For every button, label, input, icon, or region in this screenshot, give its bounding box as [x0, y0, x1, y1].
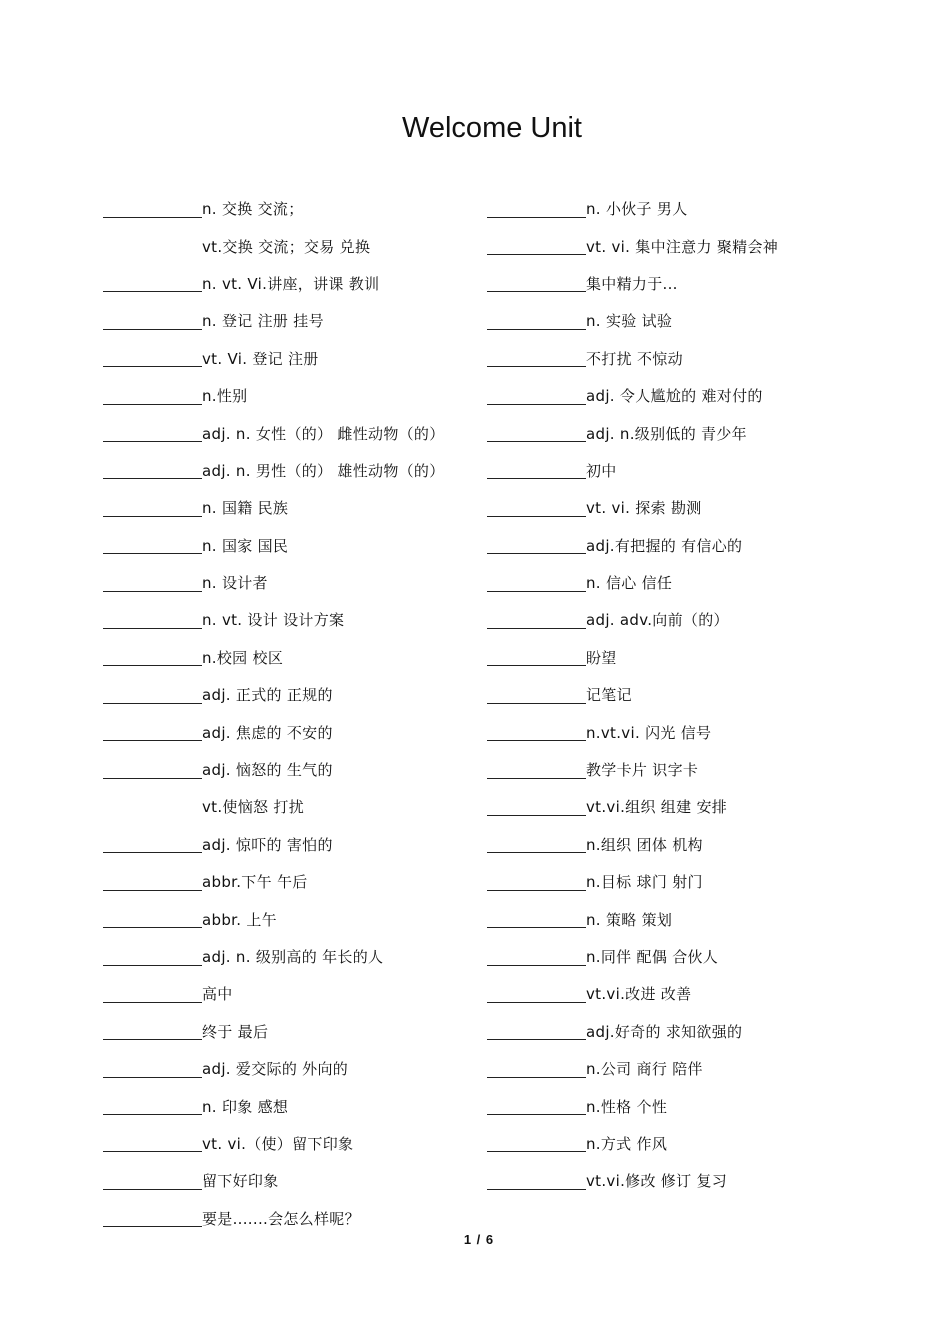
answer-blank[interactable]	[487, 988, 586, 1003]
answer-blank[interactable]	[103, 1175, 202, 1190]
vocab-row	[103, 639, 445, 676]
definition-text: 初中	[586, 461, 617, 480]
definition-text: n.性格 个性	[586, 1097, 668, 1116]
answer-blank[interactable]	[487, 315, 586, 330]
vocab-row	[487, 676, 778, 713]
answer-blank[interactable]	[103, 390, 202, 405]
vocab-row	[487, 452, 778, 489]
definition-text: adj.有把握的 有信心的	[586, 536, 743, 555]
answer-blank[interactable]	[103, 651, 202, 666]
answer-blank[interactable]	[487, 726, 586, 741]
definition-text: abbr. 上午	[202, 910, 277, 929]
answer-blank[interactable]	[487, 913, 586, 928]
definition-text: vt. vi.（使）留下印象	[202, 1134, 354, 1153]
answer-blank[interactable]	[487, 277, 586, 292]
vocab-row	[487, 639, 778, 676]
answer-blank[interactable]	[103, 352, 202, 367]
answer-blank[interactable]	[487, 1137, 586, 1152]
answer-blank[interactable]	[487, 651, 586, 666]
vocab-row	[103, 452, 445, 489]
vocab-row	[487, 900, 778, 937]
definition-text: n. 信心 信任	[586, 574, 673, 593]
vocab-row	[487, 190, 778, 227]
vocab-row	[487, 826, 778, 863]
vocab-row	[103, 265, 445, 302]
answer-blank[interactable]	[103, 726, 202, 741]
vocab-row	[103, 489, 445, 526]
answer-blank[interactable]	[487, 203, 586, 218]
definition-text: n.性别	[202, 387, 248, 406]
definition-text: adj. 焦虑的 不安的	[202, 723, 333, 742]
vocab-row	[487, 227, 778, 264]
definition-text: 留下好印象	[202, 1172, 279, 1191]
answer-blank[interactable]	[487, 352, 586, 367]
vocab-row	[103, 1162, 445, 1199]
blank-spacer	[103, 240, 202, 255]
vocab-row	[487, 265, 778, 302]
vocab-row	[103, 676, 445, 713]
definition-text: adj. 正式的 正规的	[202, 686, 333, 705]
vocab-row	[487, 1162, 778, 1199]
answer-blank[interactable]	[103, 203, 202, 218]
answer-blank[interactable]	[103, 577, 202, 592]
vocab-row	[487, 788, 778, 825]
answer-blank[interactable]	[103, 1025, 202, 1040]
definition-text: 盼望	[586, 648, 617, 667]
definition-text: n. 登记 注册 挂号	[202, 312, 324, 331]
vocab-row	[487, 414, 778, 451]
answer-blank[interactable]	[103, 277, 202, 292]
vocab-row	[487, 713, 778, 750]
definition-text: 教学卡片 识字卡	[586, 761, 699, 780]
vocab-row	[103, 975, 445, 1012]
definition-text: adj. n.级别低的 青少年	[586, 424, 747, 443]
vocab-row	[487, 751, 778, 788]
definition-text: adj. 爱交际的 外向的	[202, 1060, 349, 1079]
definition-text: 要是.......会怎么样呢？	[202, 1209, 360, 1228]
definition-text: adj. 恼怒的 生气的	[202, 761, 333, 780]
vocab-row	[103, 1087, 445, 1124]
definition-text: n. vt. 设计 设计方案	[202, 611, 345, 630]
vocab-row	[487, 340, 778, 377]
vocab-row	[103, 751, 445, 788]
vocab-row	[103, 601, 445, 638]
answer-blank[interactable]	[487, 1175, 586, 1190]
vocab-row	[103, 340, 445, 377]
definition-text: n.同伴 配偶 合伙人	[586, 948, 719, 966]
answer-blank[interactable]	[487, 427, 586, 442]
answer-blank[interactable]	[487, 502, 586, 517]
definition-text: adj. n. 男性（的） 雄性动物（的）	[202, 461, 445, 480]
answer-blank[interactable]	[103, 539, 202, 554]
answer-blank[interactable]	[487, 614, 586, 629]
vocab-column-right	[487, 190, 778, 1200]
vocab-row	[103, 713, 445, 750]
definition-text: adj. n. 级别高的 年长的人	[202, 948, 384, 966]
vocab-row	[487, 863, 778, 900]
answer-blank[interactable]	[487, 951, 586, 966]
vocab-row	[103, 377, 445, 414]
answer-blank[interactable]	[103, 464, 202, 479]
definition-text: adj. adv.向前（的）	[586, 611, 729, 630]
definition-text: n.公司 商行 陪伴	[586, 1060, 703, 1079]
answer-blank[interactable]	[487, 577, 586, 592]
answer-blank[interactable]	[487, 1025, 586, 1040]
answer-blank[interactable]	[103, 1100, 202, 1115]
answer-blank[interactable]	[103, 876, 202, 891]
answer-blank[interactable]	[103, 614, 202, 629]
vocab-row	[487, 975, 778, 1012]
definition-text: vt.交换 交流；交易 兑换	[202, 237, 371, 256]
vocab-row	[103, 1050, 445, 1087]
answer-blank[interactable]	[487, 464, 586, 479]
definition-text: vt.vi.改进 改善	[586, 985, 692, 1004]
definition-text: n.vt.vi. 闪光 信号	[586, 723, 712, 742]
vocab-row	[487, 938, 778, 975]
vocab-row	[487, 1087, 778, 1124]
definition-text: n. 印象 感想	[202, 1097, 289, 1116]
page-title: Welcome Unit	[402, 112, 582, 144]
definition-text: n. 国家 国民	[202, 536, 289, 555]
vocab-row	[487, 564, 778, 601]
definition-text: n.方式 作风	[586, 1134, 668, 1153]
vocab-row	[103, 863, 445, 900]
vocab-row	[487, 1013, 778, 1050]
definition-text: abbr.下午 午后	[202, 873, 308, 892]
definition-text: vt.使恼怒 打扰	[202, 798, 304, 817]
answer-blank[interactable]	[103, 913, 202, 928]
vocab-row	[103, 227, 445, 264]
definition-text: n. 策略 策划	[586, 910, 673, 929]
answer-blank[interactable]	[487, 876, 586, 891]
definition-text: adj. 惊吓的 害怕的	[202, 835, 333, 854]
answer-blank[interactable]	[103, 988, 202, 1003]
answer-blank[interactable]	[103, 502, 202, 517]
definition-text: n.目标 球门 射门	[586, 873, 703, 892]
vocab-row	[487, 489, 778, 526]
definition-text: n. 小伙子 男人	[586, 200, 688, 219]
definition-text: vt. vi. 集中注意力 聚精会神	[586, 237, 779, 256]
definition-text: n.校园 校区	[202, 648, 284, 667]
vocab-row	[103, 190, 445, 227]
vocab-row	[103, 788, 445, 825]
answer-blank[interactable]	[103, 838, 202, 853]
answer-blank[interactable]	[103, 764, 202, 779]
definition-text: 不打扰 不惊动	[586, 349, 683, 368]
vocab-row	[103, 1125, 445, 1162]
vocab-row	[103, 527, 445, 564]
answer-blank[interactable]	[487, 1063, 586, 1078]
answer-blank[interactable]	[103, 315, 202, 330]
blank-spacer	[103, 801, 202, 816]
vocab-row	[487, 1050, 778, 1087]
definition-text: adj.好奇的 求知欲强的	[586, 1022, 743, 1041]
definition-text: adj. n. 女性（的） 雌性动物（的）	[202, 424, 445, 443]
vocab-row	[487, 601, 778, 638]
definition-text: n. vt. Vi.讲座，讲课 教训	[202, 274, 380, 293]
answer-blank[interactable]	[487, 764, 586, 779]
definition-text: n. 实验 试验	[586, 312, 673, 331]
definition-text: 高中	[202, 985, 233, 1004]
vocab-row	[103, 564, 445, 601]
answer-blank[interactable]	[103, 1137, 202, 1152]
answer-blank[interactable]	[487, 240, 586, 255]
definition-text: vt.vi.修改 修订 复习	[586, 1172, 728, 1191]
answer-blank[interactable]	[103, 1212, 202, 1227]
answer-blank[interactable]	[487, 801, 586, 816]
definition-text: adj. 令人尴尬的 难对付的	[586, 387, 763, 406]
answer-blank[interactable]	[487, 1100, 586, 1115]
answer-blank[interactable]	[487, 838, 586, 853]
vocab-row	[487, 302, 778, 339]
definition-text: n. 国籍 民族	[202, 499, 289, 518]
definition-text: n. 设计者	[202, 574, 268, 593]
answer-blank[interactable]	[487, 689, 586, 704]
vocab-row	[103, 900, 445, 937]
vocab-row	[487, 527, 778, 564]
definition-text: n.组织 团体 机构	[586, 835, 703, 854]
definition-text: 记笔记	[586, 686, 632, 705]
definition-text: vt. Vi. 登记 注册	[202, 349, 319, 368]
answer-blank[interactable]	[103, 427, 202, 442]
answer-blank[interactable]	[487, 539, 586, 554]
definition-text: vt.vi.组织 组建 安排	[586, 798, 728, 817]
page-number: 1 / 6	[463, 1232, 495, 1247]
vocab-row	[103, 1013, 445, 1050]
vocab-row	[487, 1125, 778, 1162]
definition-text: vt. vi. 探索 勘测	[586, 499, 702, 518]
vocab-row	[103, 826, 445, 863]
definition-text: n. 交换 交流；	[202, 200, 304, 219]
definition-text: 集中精力于...	[586, 274, 678, 293]
vocab-row	[103, 938, 445, 975]
definition-text: 终于 最后	[202, 1022, 269, 1041]
answer-blank[interactable]	[103, 1063, 202, 1078]
answer-blank[interactable]	[103, 689, 202, 704]
vocab-row	[103, 414, 445, 451]
answer-blank[interactable]	[487, 390, 586, 405]
vocab-column-left	[103, 190, 445, 1237]
vocab-row	[103, 302, 445, 339]
answer-blank[interactable]	[103, 951, 202, 966]
vocab-row	[487, 377, 778, 414]
